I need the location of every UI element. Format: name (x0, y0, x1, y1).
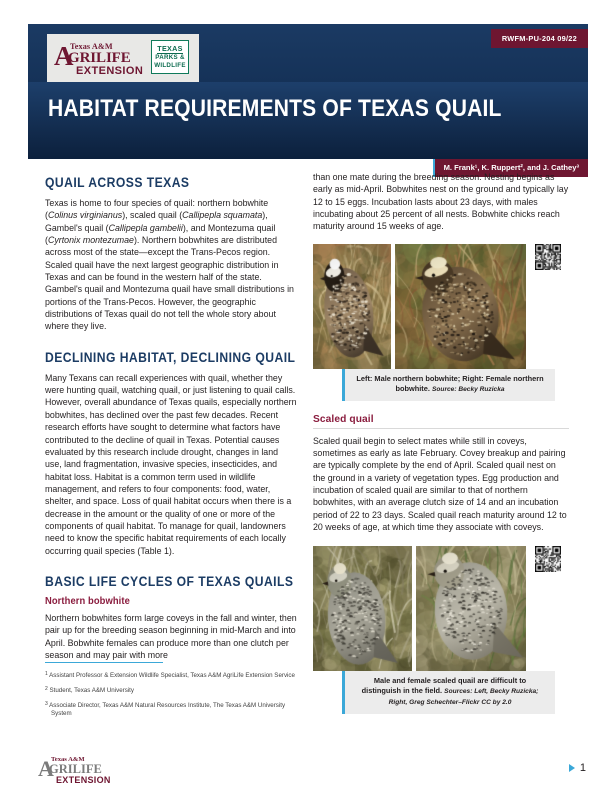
footnote-marker: 3 (45, 701, 48, 707)
figure2-photo-row (313, 546, 569, 671)
page-number: 1 (579, 762, 586, 774)
page-number-block (569, 762, 586, 774)
paragraph-northern-bobwhite: Northern bobwhites form large coveys in the fall and winter, then pair up for the breeding season beginning in mid-March and into April. Bobwhite females can produce more than one clutch per season and may pair with more (45, 612, 297, 660)
tpwd-line-texas: TEXAS (157, 44, 183, 54)
tpwd-line-wildlife: WILDLIFE (154, 61, 186, 69)
page-title: HABITAT REQUIREMENTS OF TEXAS QUAIL (48, 95, 502, 122)
paragraph-bobwhite-continuation: than one mate during the breeding season. Nesting begins as early as mid-April. Bobwhites nest on the ground and typically lay 12 to 15 eggs. Incubation lasts about 23 days, with males incubating about 25 percent of all nests. Bobwhite chicks reach maturity around 15 weeks of age. (313, 172, 569, 232)
caption-source: Sources: Left, Becky Ruzicka; Right, Greg Schechter–Flickr CC by 2.0 (388, 688, 539, 707)
photo-canvas (416, 546, 526, 671)
footer-logo-extension: EXTENSION (56, 775, 111, 785)
photo-female-northern-bobwhite (395, 244, 526, 369)
photo-scaled-quail-left (313, 546, 412, 671)
footnotes-block (45, 662, 301, 723)
caption-source: Source: Becky Ruzicka (431, 385, 505, 393)
footnote-item (45, 700, 301, 719)
figure1-caption (342, 369, 555, 401)
section-heading-basic-life-cycles: BASIC LIFE CYCLES OF TEXAS QUAILS (45, 573, 294, 589)
figure1-photo-row (313, 244, 569, 369)
texas-parks-wildlife-logo (151, 40, 189, 74)
section-basic-life-cycles (45, 574, 297, 661)
footer-agrilife-logo (38, 754, 158, 788)
footnote-item (45, 670, 301, 680)
footer-logo-agrilife: GRILIFE (49, 762, 102, 776)
section-heading-quail-across-texas: QUAIL ACROSS TEXAS (45, 175, 190, 190)
qr-code-scaled-quail[interactable] (535, 546, 561, 572)
subheading-northern-bobwhite: Northern bobwhite (45, 595, 130, 607)
section-quail-across-texas (45, 175, 297, 333)
logo-texas-am-text: Texas A&M (70, 42, 113, 51)
logo-agrilife-text: GRILIFE (68, 50, 131, 66)
qr-code-bobwhite[interactable] (535, 244, 561, 270)
footnote-divider (45, 662, 163, 663)
photo-canvas (395, 244, 526, 369)
logo-letter-a: A (54, 41, 74, 71)
footer-logo-letter-a: A (38, 756, 54, 781)
caption-text: Left: Male northern bobwhite; Right: Female northern bobwhite. (356, 373, 544, 393)
figure-scaled-quail (313, 546, 569, 714)
footnote-item (45, 685, 301, 695)
section-scaled-quail (313, 414, 569, 534)
footnote-text: Assistant Professor & Extension Wildlife Specialist, Texas A&M AgriLife Extension Service (49, 672, 295, 680)
qr-canvas (535, 546, 561, 572)
section-declining-habitat (45, 350, 297, 557)
section-heading-declining-habitat: DECLINING HABITAT, DECLINING QUAIL (45, 349, 296, 365)
tpwd-line-parks: PARKS & (155, 54, 185, 62)
photo-male-northern-bobwhite (313, 244, 391, 369)
author-byline: M. Frank¹, K. Ruppert², and J. Cathey³ (433, 159, 588, 177)
caption-text: Male and female scaled quail are difficult to distinguish in the field. (361, 676, 527, 696)
document-footer (0, 752, 612, 792)
photo-canvas (313, 244, 391, 369)
photo-canvas (313, 546, 412, 671)
publication-number-badge: RWFM-PU-204 09/22 (491, 29, 588, 48)
footnote-text: Associate Director, Texas A&M Natural Resources Institute, The Texas A&M University System (49, 702, 286, 718)
footer-logo-texas-am: Texas A&M (51, 756, 85, 763)
qr-canvas (535, 244, 561, 270)
subheading-scaled-quail: Scaled quail (313, 414, 569, 429)
logo-extension-text: EXTENSION (76, 65, 144, 77)
figure-northern-bobwhite (313, 244, 569, 401)
paragraph-scaled-quail: Scaled quail begin to select mates while still in coveys, sometimes as early as late February. Covey breakup and pairing are typically complete by the end of April. Scaled quail nest on the ground in a variety of vegetation types. Egg production and incubation of scaled quail are similar to that of northern bobwhites, with an average clutch size of 14 and an incubation period of 22 to 23 days. Scaled quail reach maturity around 12 to 20 weeks of age, at which time they associate with coveys. (313, 435, 567, 533)
paragraph-declining-habitat: Many Texans can recall experiences with quail, whether they were hunting quail, watching quail, or just listening to quail calls. However, overall abundance of Texas quails, especially northern bobwhites, has declined over the past few decades. Recent research efforts have sought to determine what factors have contributed to the decline of quail in Texas. Potential causes evaluated by this research include drought, changes in land use, land fragmentation, invasive species, insecticides, and habitat loss. Habitat is a common term used in wildlife management, and refers to four components: food, water, shelter, and space. Loss of quail habitat occurs when there is a decrease in the amount or the quality of one or more of the components of quail habitat. To manage for quail, landowners need to know the specific habitat requirements of each locally occurring quail species (Table 1). (45, 372, 297, 556)
footnote-text: Student, Texas A&M University (49, 687, 134, 695)
figure2-caption (342, 671, 555, 714)
document-header (28, 24, 588, 172)
photo-scaled-quail-right (416, 546, 526, 671)
paragraph-quail-across-texas: Texas is home to four species of quail: northern bobwhite (Colinus virginianus), scaled quail (Callipepla squamata), Gambel's quail (Callipepla gambelii), and Montezuma quail (Cyrtonix montezumae). Northern bobwhites are distributed across most of the state—except the Trans-Pecos region. Scaled quail have the next largest geographic distribution in Texas and can be found in the western half of the state. Gambel's quail and Montezuma quail have small distributions in portions of the Trans-Pecos. However, the geographic distributions of Texas quail do not tell the whole story about where they live. (45, 198, 294, 332)
footnote-marker: 1 (45, 671, 48, 678)
triangle-icon (569, 764, 575, 772)
agrilife-wordmark (54, 38, 150, 78)
footnote-marker: 2 (45, 686, 48, 693)
right-column (313, 171, 569, 714)
left-column (45, 175, 297, 678)
agrilife-extension-logo (47, 34, 199, 82)
